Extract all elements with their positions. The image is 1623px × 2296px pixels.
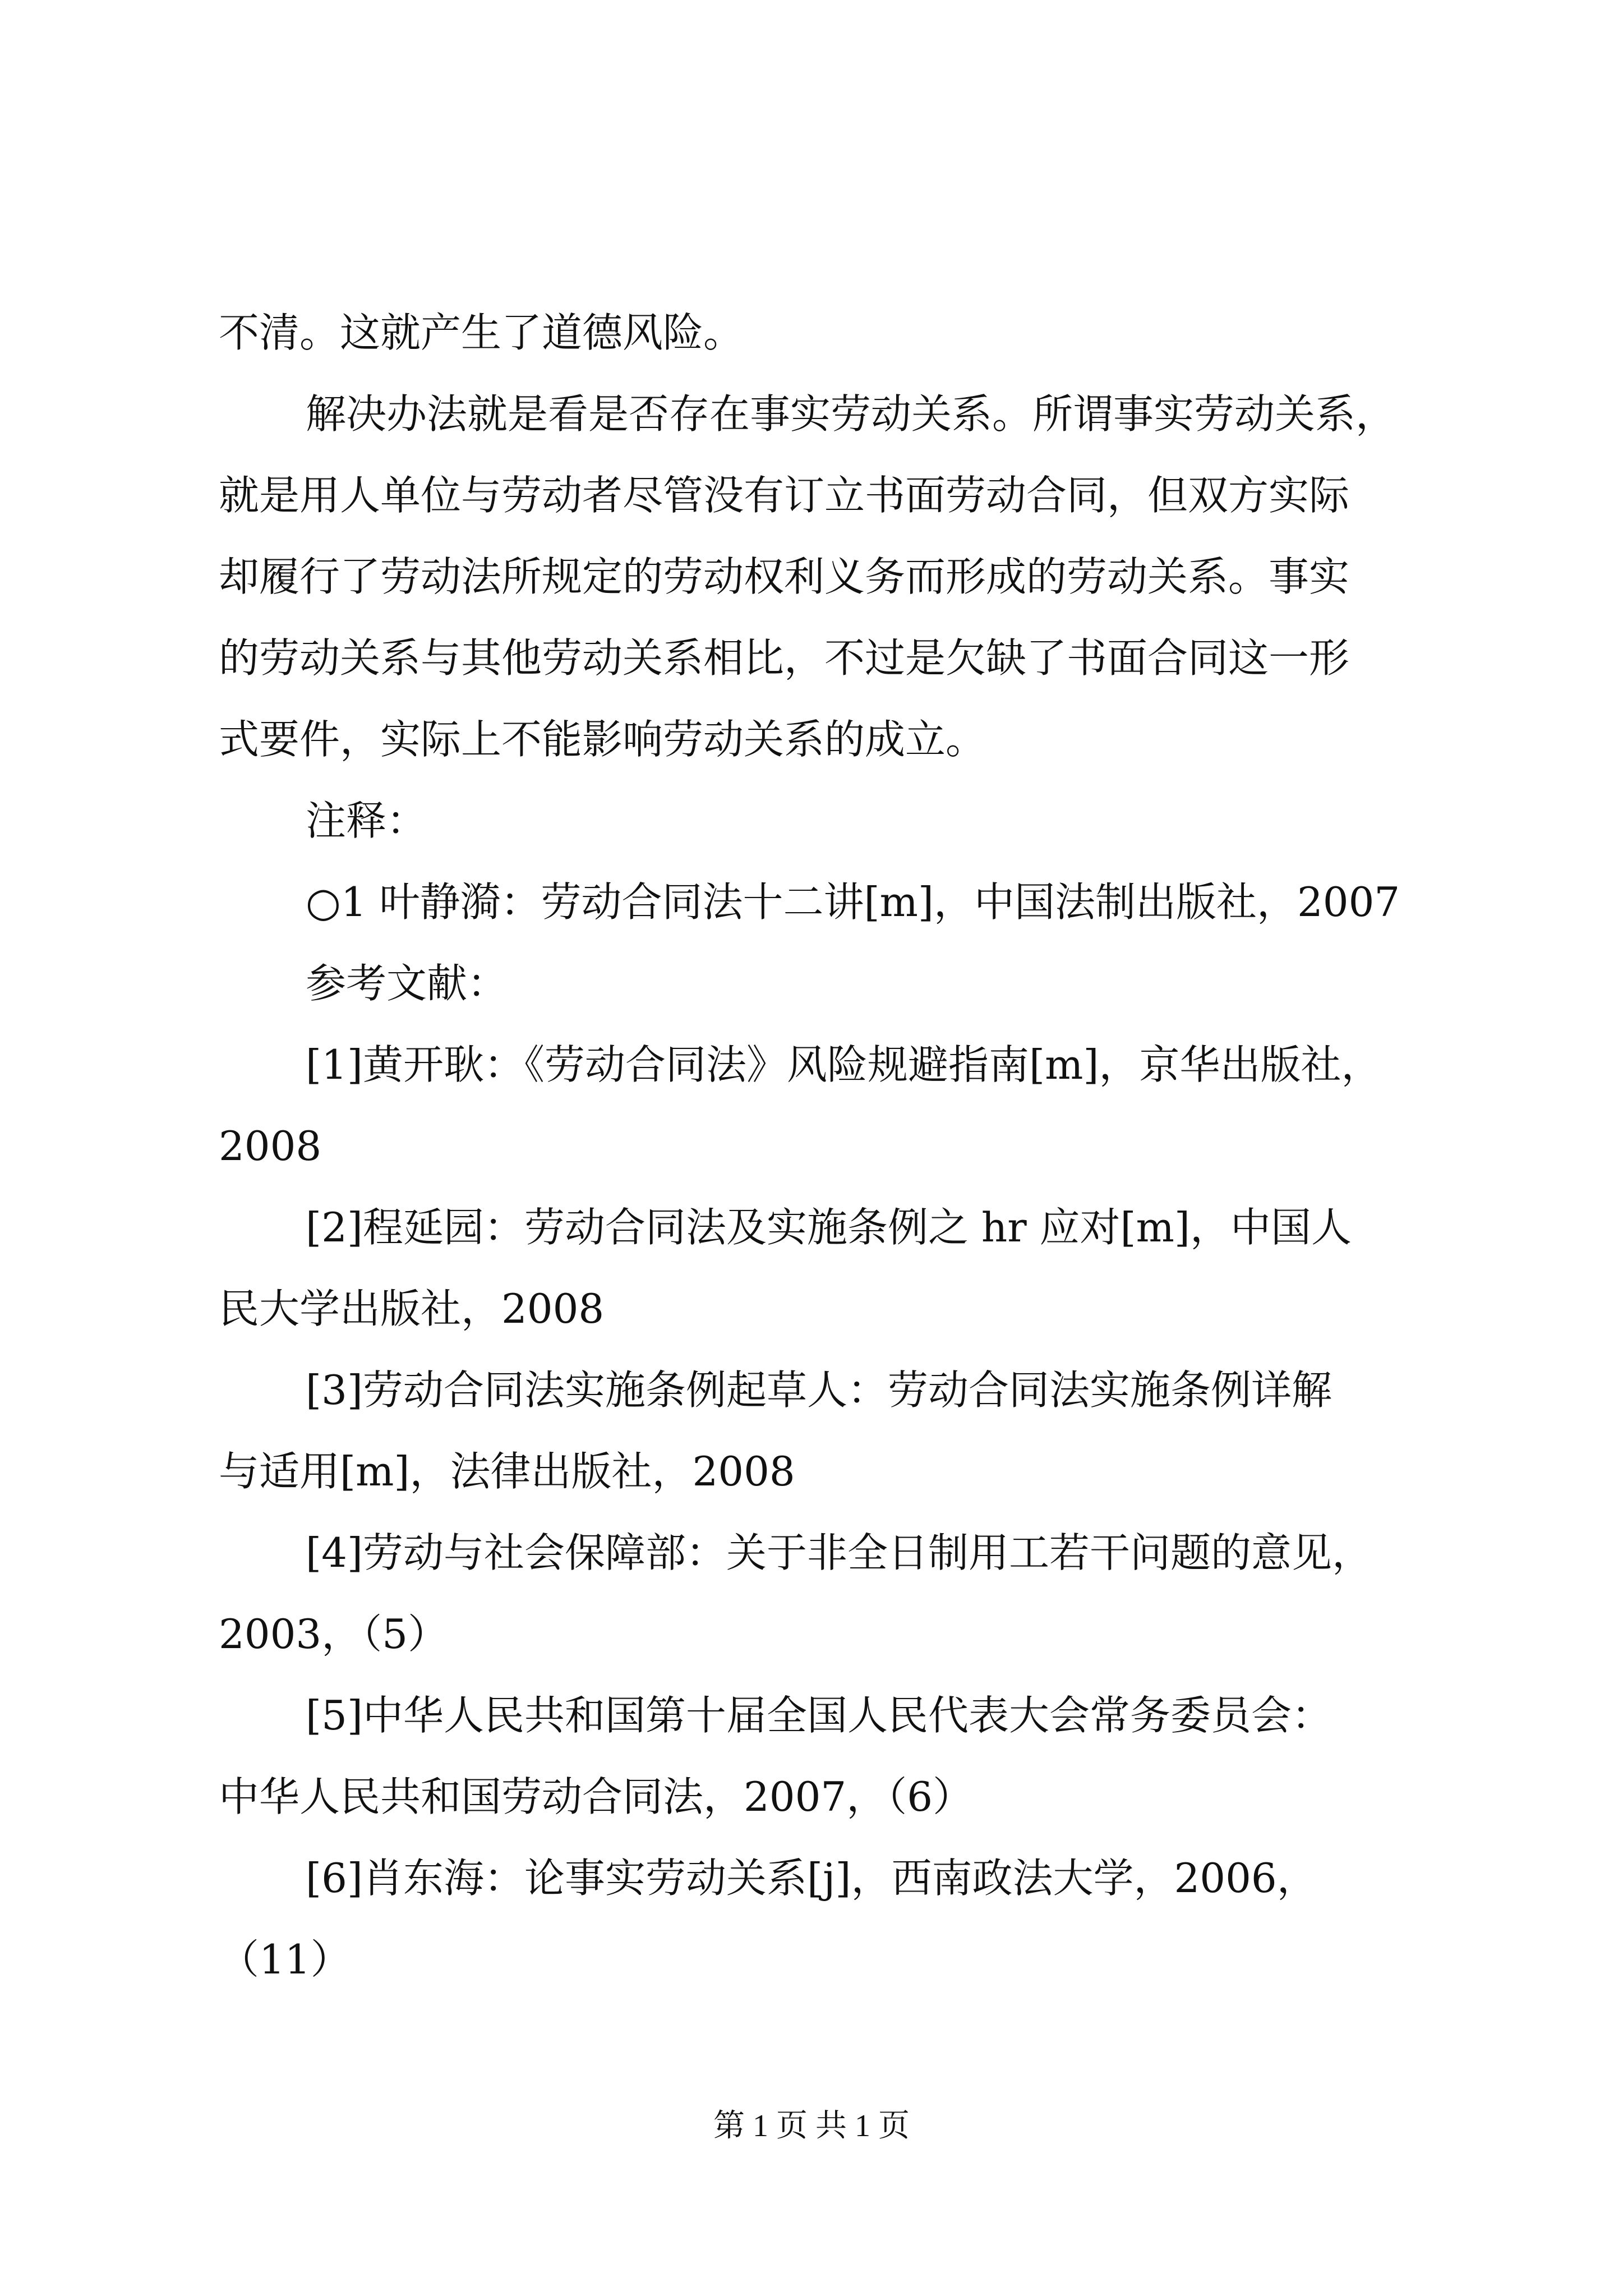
reference-line: 民大学出版社，2008 [219,1285,605,1332]
reference-line: [5]中华人民共和国第十届全国人民代表大会常务委员会： [306,1692,1332,1739]
footnote-line: ○1 叶静漪：劳动合同法十二讲[m]，中国法制出版社，2007 [306,878,1400,926]
text-line: 不清。这就产生了道德风险。 [219,309,744,356]
reference-line: 与适用[m]，法律出版社，2008 [219,1448,795,1495]
reference-line: [4]劳动与社会保障部：关于非全日制用工若干问题的意见， [306,1529,1372,1576]
reference-line: [3]劳动合同法实施条例起草人：劳动合同法实施条例详解 [306,1366,1332,1414]
text-line: 式要件，实际上不能影响劳动关系的成立。 [219,716,986,763]
text-line: 却履行了劳动法所规定的劳动权利义务而形成的劳动关系。事实 [219,553,1350,600]
reference-line: [1]黄开耿：《劳动合同法》风险规避指南[m]，京华出版社， [306,1041,1382,1088]
page-footer: 第 1 页 共 1 页 [713,2109,910,2143]
notes-heading: 注释： [306,797,427,844]
reference-line: 2003，（5） [219,1611,449,1658]
reference-line: 中华人民共和国劳动合同法，2007，（6） [219,1773,974,1820]
reference-line: 2008 [219,1122,322,1170]
reference-line: （11） [219,1936,351,1983]
reference-line: [6]肖东海：论事实劳动关系[j]，西南政法大学，2006， [306,1855,1317,1902]
text-line: 的劳动关系与其他劳动关系相比，不过是欠缺了书面合同这一形 [219,634,1350,682]
text-line: 就是用人单位与劳动者尽管没有订立书面劳动合同，但双方实际 [219,472,1350,519]
text-line: 解决办法就是看是否存在事实劳动关系。所谓事实劳动关系， [306,390,1396,438]
references-heading: 参考文献： [306,960,508,1007]
reference-line: [2]程延园：劳动合同法及实施条例之 hr 应对[m]，中国人 [306,1204,1352,1251]
